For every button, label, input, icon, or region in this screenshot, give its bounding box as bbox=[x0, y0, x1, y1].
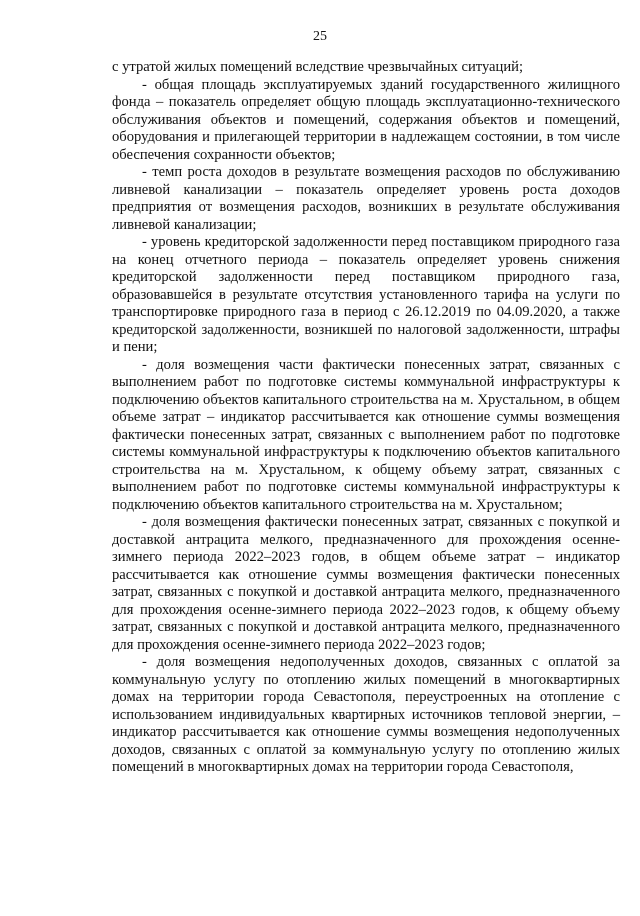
paragraph-anthracite-costs: - доля возмещения фактически понесенных затрат, связанных с покупкой и доставкой антрацита мелкого, предназначенного для прохождения осенне-зимнего периода 2022–2023 годов, в общем объеме затрат – индикатор рассчитывается как отношение суммы возмещения фактически понесенных затрат, связанных с покупкой и доставкой антрацита мелкого, предназначенного для прохождения осенне-зимнего периода 2022–2023 годов, к общему объему затрат, связанных с покупкой и доставкой антрацита мелкого, предназначенного для прохождения осенне-зимнего периода 2022–2023 годов; bbox=[112, 514, 620, 653]
paragraph-continuation: с утратой жилых помещений вследствие чрезвычайных ситуаций; bbox=[112, 59, 524, 75]
document-body bbox=[112, 59, 620, 777]
page-number: 25 bbox=[313, 29, 327, 44]
paragraph-gas-supplier-debt: - уровень кредиторской задолженности перед поставщиком природного газа на конец отчетного периода – показатель определяет уровень снижения кредиторской задолженности перед поставщиком природного газа, образовавшейся в результате отсутствия установленного тарифа на услуги по транспортировке природного газа в период с 26.12.2019 по 04.09.2020, а также кредиторской задолженности, возникшей по налоговой задолженности, штрафы и пени; bbox=[112, 234, 620, 355]
paragraph-storm-sewer-revenue: - темп роста доходов в результате возмещения расходов по обслуживанию ливневой канализации – показатель определяет уровень роста доходов предприятия от возмещения расходов, возникших в результате обслуживания ливневой канализации; bbox=[112, 164, 620, 233]
paragraph-housing-fund-area: - общая площадь эксплуатируемых зданий государственного жилищного фонда – показатель определяет общую площадь эксплуатационно-технического обслуживания объектов и помещений, содержания объектов и помещений, оборудования и прилегающей территории в надлежащем состоянии, в том числе обеспечения сохранности объектов; bbox=[112, 76, 620, 163]
paragraph-heating-lost-income: - доля возмещения недополученных доходов, связанных с оплатой за коммунальную услугу по отоплению жилых помещений в многоквартирных домах на территории города Севастополя, переустроенных на отопление с использованием индивидуальных квартирных источников тепловой энергии, – индикатор рассчитывается как отношение суммы возмещения недополученных доходов, связанных с оплатой за коммунальную услугу по отоплению жилых помещений в многоквартирных домах на территории города Севастополя, bbox=[112, 654, 620, 775]
paragraph-khrustalny-infrastructure: - доля возмещения части фактически понесенных затрат, связанных с выполнением работ по подготовке системы коммунальной инфраструктуры к подключению объектов капитального строительства на м. Хрустальном, в общем объеме затрат – индикатор рассчитывается как отношение суммы возмещения фактически понесенных затрат, связанных с выполнением работ по подготовке системы коммунальной инфраструктуры к подключению объектов капитального строительства на м. Хрустальном, к общему объему затрат, связанных с выполнением работ по подготовке системы коммунальной инфраструктуры к подключению объектов капитального строительства на м. Хрустальном; bbox=[112, 356, 620, 513]
